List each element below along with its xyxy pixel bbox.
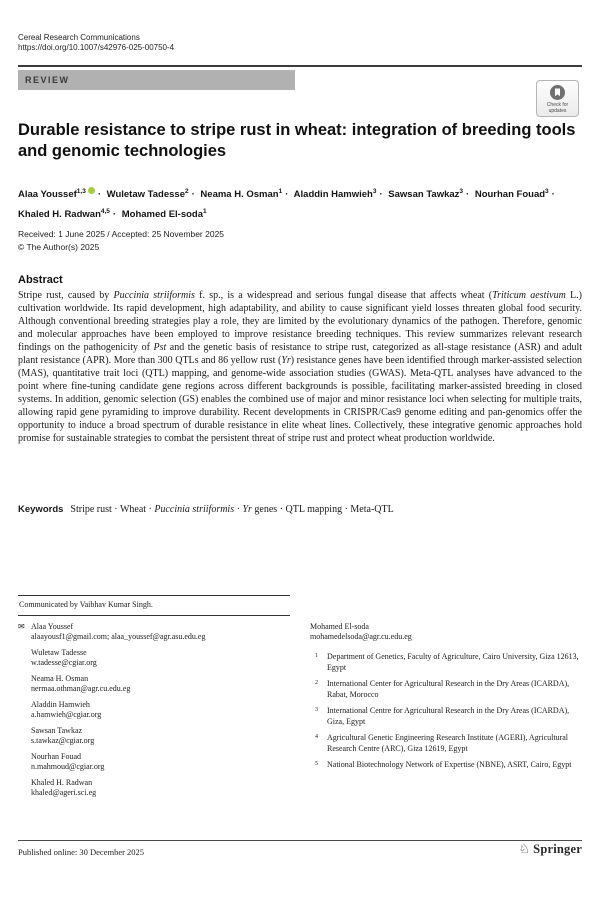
author-separator: · — [285, 189, 289, 201]
affiliation-number: 5 — [315, 761, 318, 767]
correspondence-entry — [310, 622, 584, 642]
footer-rule — [18, 840, 582, 841]
envelope-icon: ✉ — [18, 622, 25, 631]
author-name: Neama H. Osman — [200, 189, 279, 201]
author — [388, 189, 472, 200]
author-affiliation-sup: 3 — [459, 188, 464, 195]
author-affiliation-sup: 1,3 — [76, 188, 86, 195]
correspondence-email[interactable]: khaled@ageri.sci.eg — [31, 788, 97, 797]
correspondence-email[interactable]: alaayousf1@gmail.com; alaa_youssef@agr.asu.edu.eg — [31, 632, 206, 641]
springer-horse-icon: ♘ — [518, 842, 531, 857]
review-banner — [18, 70, 295, 90]
correspondence-name: Sawsan Tawkaz — [31, 726, 83, 735]
footnote-right-column — [310, 622, 584, 777]
author-separator: · — [191, 189, 195, 201]
affiliation-list — [310, 652, 584, 771]
communicated-by: Communicated by Vaibhav Kumar Singh. — [19, 600, 153, 609]
author-affiliation-sup: 3 — [545, 188, 549, 195]
affiliation-number: 4 — [315, 734, 318, 740]
author-separator: · — [379, 189, 383, 201]
correspondence-entry — [18, 622, 290, 642]
author-name: Sawsan Tawkaz — [388, 189, 460, 201]
published-online: Published online: 30 December 2025 — [18, 847, 145, 857]
journal-name: Cereal Research Communications — [18, 33, 140, 42]
author — [294, 189, 386, 200]
correspondence-email[interactable]: n.mahmoud@cgiar.org — [31, 762, 105, 771]
correspondence-email[interactable]: mohamedelsoda@agr.cu.edu.eg — [310, 632, 412, 641]
correspondence-entry — [18, 726, 290, 746]
affiliation-number: 3 — [315, 707, 318, 713]
header-rule — [18, 65, 582, 67]
author-separator: · — [551, 189, 555, 201]
keywords-label: Keywords — [18, 504, 64, 515]
orcid-icon[interactable] — [88, 187, 95, 194]
author — [122, 209, 213, 220]
received-accepted-line: Received: 1 June 2025 / Accepted: 25 November 2025 — [18, 229, 225, 239]
affiliation-entry — [310, 733, 584, 754]
correspondence-email[interactable]: w.tadesse@cgiar.org — [31, 658, 97, 667]
correspondence-email[interactable]: s.tawkaz@cgiar.org — [31, 736, 95, 745]
correspondence-entry — [18, 674, 290, 694]
article-dates — [18, 228, 224, 254]
keywords-line — [18, 503, 582, 516]
check-for-updates-badge[interactable] — [536, 80, 579, 117]
correspondence-name: Alaa Youssef — [31, 622, 74, 631]
author-affiliation-sup: 1 — [278, 188, 283, 195]
author-name: Alaa Youssef — [18, 189, 77, 201]
author-name: Wuletaw Tadesse — [106, 189, 185, 201]
author-affiliation-sup: 4,5 — [100, 208, 110, 216]
correspondence-name: Aladdin Hamwieh — [31, 700, 90, 709]
author-affiliation-sup: 1 — [203, 208, 207, 216]
copyright-line: © The Author(s) 2025 — [18, 242, 100, 252]
author-affiliation-sup: 3 — [372, 188, 377, 195]
article-title: Durable resistance to stripe rust in wheat: integration of breeding tools and genomic technologies — [18, 121, 576, 160]
doi-link[interactable]: https://doi.org/10.1007/s42976-025-00750-4 — [18, 43, 175, 52]
author — [18, 209, 119, 220]
correspondence-name: Mohamed El-soda — [310, 622, 369, 631]
author-name: Nourhan Fouad — [474, 189, 546, 201]
communicated-rule-bottom — [18, 615, 290, 616]
springer-logo — [519, 842, 582, 857]
affiliation-number: 1 — [315, 653, 318, 659]
author — [475, 189, 558, 200]
correspondence-entry — [18, 752, 290, 772]
author-separator: · — [97, 189, 102, 201]
affiliation-text: International Centre for Agricultural Research in the Dry Areas (ICARDA), Giza, Egypt — [327, 706, 570, 726]
author-name: Mohamed El-soda — [121, 209, 204, 221]
author-separator: · — [466, 189, 470, 201]
author — [107, 189, 198, 200]
keywords-text: Stripe rust · Wheat · Puccinia striiformis · Yr genes · QTL mapping · Meta-QTL — [70, 504, 394, 515]
correspondence-list — [18, 622, 290, 798]
correspondence-name: Wuletaw Tadesse — [31, 648, 87, 657]
check-for-updates-label: Check for updates — [546, 102, 569, 114]
article-type-label: REVIEW — [25, 75, 70, 85]
affiliation-text: Agricultural Genetic Engineering Research Institute (AGERI), Agricultural Research Centre (ARC), Giza 12619, Egypt — [327, 733, 569, 753]
author-name: Aladdin Hamwieh — [293, 189, 373, 201]
author-name: Khaled H. Radwan — [18, 209, 101, 221]
correspondence-email[interactable]: nermaa.othman@agr.cu.edu.eg — [31, 684, 131, 693]
correspondence-entry — [18, 700, 290, 720]
journal-header — [18, 33, 174, 53]
affiliation-text: National Biotechnology Network of Expertise (NBNE), ASRT, Cairo, Egypt — [327, 760, 572, 769]
check-for-updates-icon — [550, 85, 565, 100]
affiliation-text: International Center for Agricultural Research in the Dry Areas (ICARDA), Rabat, Morocco — [327, 679, 570, 699]
author-separator: · — [112, 209, 117, 221]
affiliation-entry — [310, 706, 584, 727]
affiliation-entry — [310, 652, 584, 673]
footnote-left-column — [18, 595, 290, 798]
correspondence-name: Nourhan Fouad — [31, 752, 81, 761]
correspondence-name: Khaled H. Radwan — [31, 778, 93, 787]
springer-wordmark: Springer — [533, 842, 582, 856]
affiliation-number: 2 — [315, 680, 318, 686]
correspondence-entry — [18, 648, 290, 668]
abstract-heading: Abstract — [18, 274, 63, 286]
affiliation-entry — [310, 760, 584, 771]
affiliation-entry — [310, 679, 584, 700]
affiliation-text: Department of Genetics, Faculty of Agriculture, Cairo University, Giza 12613, Egypt — [327, 652, 579, 672]
correspondence-name: Neama H. Osman — [31, 674, 89, 683]
abstract-text: Stripe rust, caused by Puccinia striiformis f. sp., is a widespread and serious fungal disease that affects wheat (Triticum aestivum L.) cultivation worldwide. Its rapid development, high adaptability, and ability to cause significant yield losses threaten global food security. Although conventional breeding strategies play a role, they are limited by the evolutionary dynamics of the pathogen. Therefore, genomic and molecular approaches have been employed to improve resistance breeding techniques. This review summarizes relevant research findings on the pathogenicity of Pst and the genetic basis of resistance to stripe rust, categorized as all-stage resistance (ASR) and adult plant resistance (APR). More than 300 QTLs and 86 yellow rust (Yr) resistance genes have been identified through marker-assisted selection (MAS), quantitative trait loci (QTL) mapping, and genome-wide association studies (GWAS). Meta-QTL analyses have advanced to the point where fine-tuning candidate gene regions across different backgrounds is possible, facilitating marker-assisted breeding in closed systems. In addition, genomic selection (GS) enables the combined use of major and minor resistance loci when selecting for multiple traits, allowing rapid gene pyramiding to improve durability. Recent developments in CRISPR/Cas9 genome editing and pan-genomics offer the opportunity to induce a broad spectrum of durable resistance in elite wheat lines. Collectively, these integrative genomic approaches hold promise for sustainable strategies to combat the persistent threat of stripe rust and protect wheat production worldwide. — [18, 290, 582, 444]
author — [18, 189, 104, 200]
author-list — [18, 183, 582, 223]
correspondence-email[interactable]: a.hamwieh@cgiar.org — [31, 710, 102, 719]
author — [200, 189, 291, 200]
correspondence-entry — [18, 778, 290, 798]
author-affiliation-sup: 2 — [184, 188, 189, 195]
